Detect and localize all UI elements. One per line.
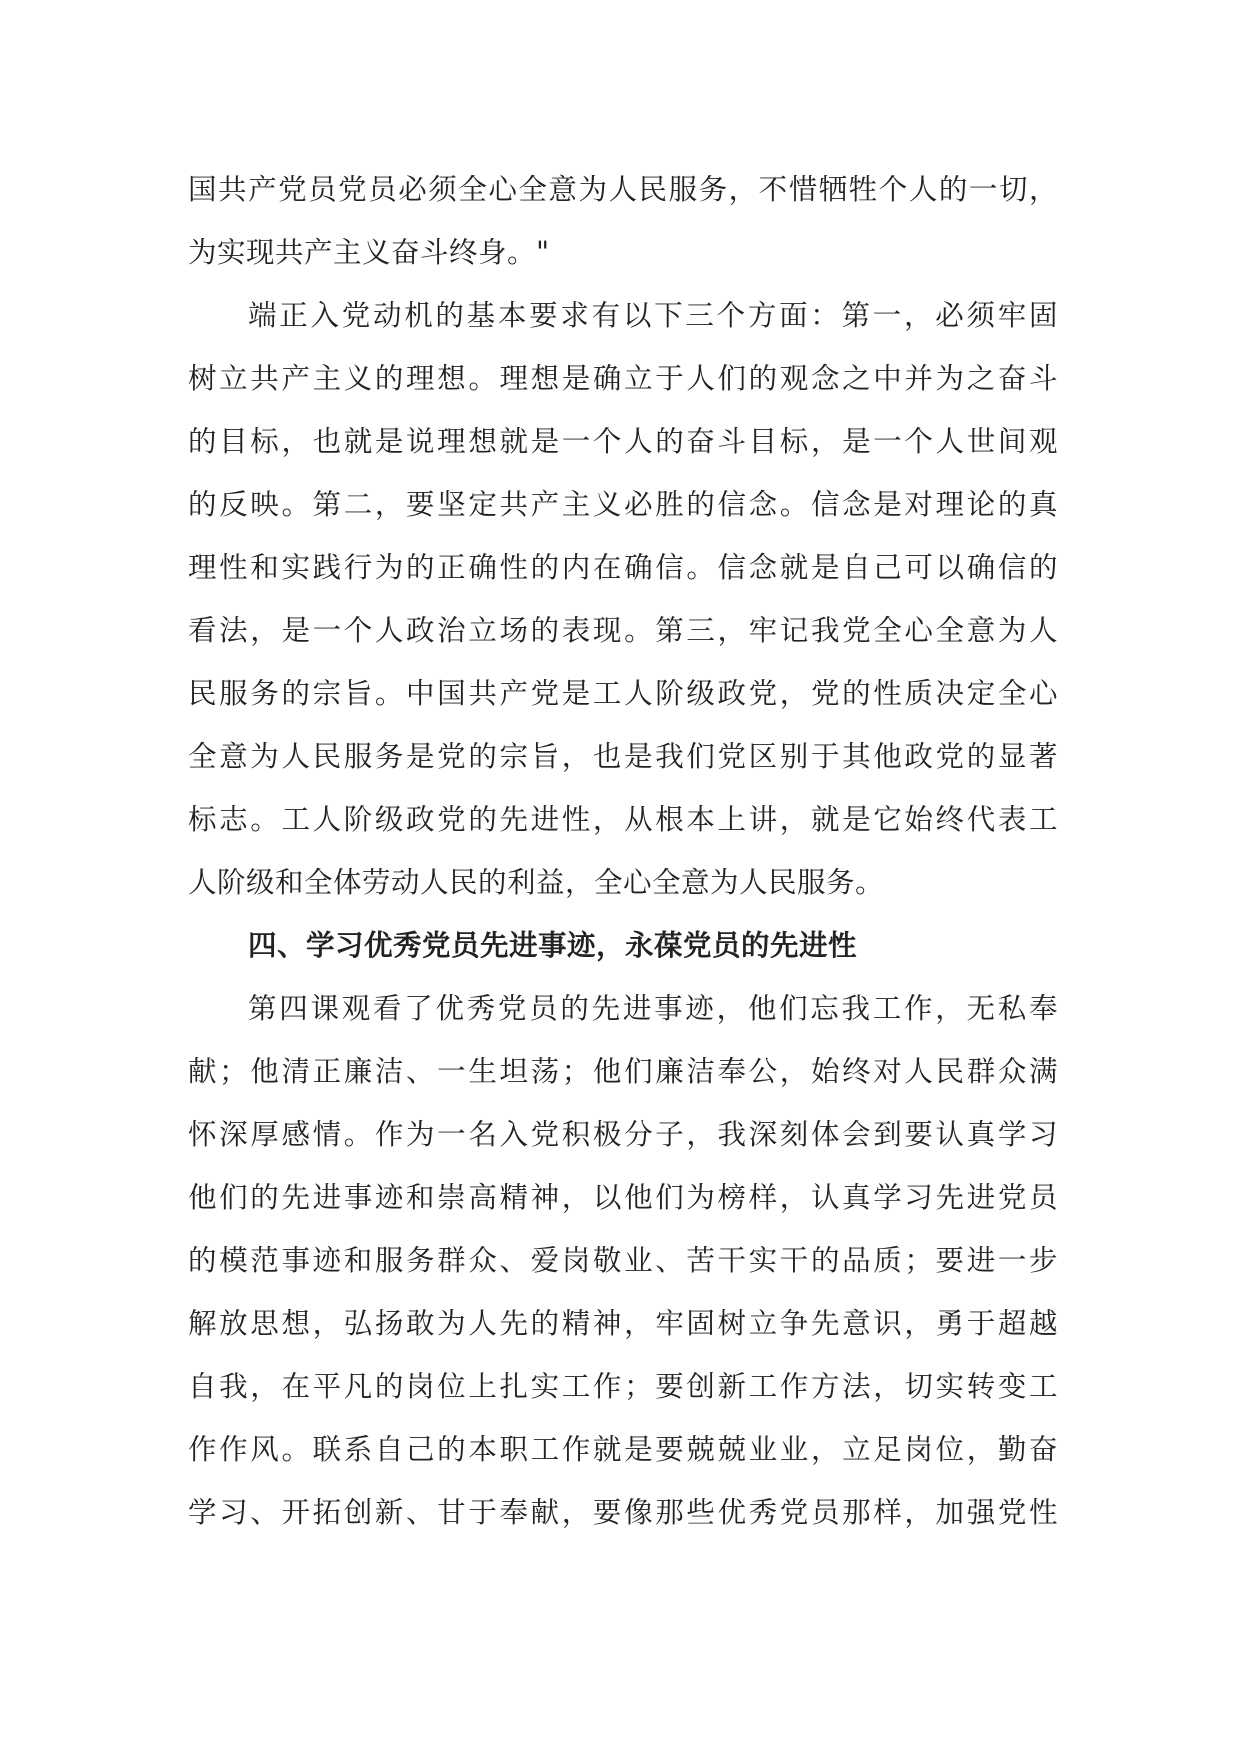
text-line: 自我，在平凡的岗位上扎实工作；要创新工作方法，切实转变工 xyxy=(188,1370,1058,1403)
document-body xyxy=(188,158,1058,1544)
text-line: 标志。工人阶级政党的先进性，从根本上讲，就是它始终代表工 xyxy=(188,803,1058,836)
paragraph-start-line: 端正入党动机的基本要求有以下三个方面：第一，必须牢固 xyxy=(248,299,1058,332)
text-line: 的模范事迹和服务群众、爱岗敬业、苦干实干的品质；要进一步 xyxy=(188,1244,1058,1277)
text-line: 民服务的宗旨。中国共产党是工人阶级政党，党的性质决定全心 xyxy=(188,677,1058,710)
text-line: 学习、开拓创新、甘于奉献，要像那些优秀党员那样，加强党性 xyxy=(188,1496,1058,1529)
text-line: 的反映。第二，要坚定共产主义必胜的信念。信念是对理论的真 xyxy=(188,488,1058,521)
text-line: 的目标，也就是说理想就是一个人的奋斗目标，是一个人世间观 xyxy=(188,425,1058,458)
text-line: 看法，是一个人政治立场的表现。第三，牢记我党全心全意为人 xyxy=(188,614,1058,647)
text-line: 解放思想，弘扬敢为人先的精神，牢固树立争先意识，勇于超越 xyxy=(188,1307,1058,1340)
text-line: 全意为人民服务是党的宗旨，也是我们党区别于其他政党的显著 xyxy=(188,740,1058,773)
text-line: 怀深厚感情。作为一名入党积极分子，我深刻体会到要认真学习 xyxy=(188,1118,1058,1151)
text-line: 国共产党员党员必须全心全意为人民服务，不惜牺牲个人的一切， xyxy=(188,173,1058,206)
text-line: 献；他清正廉洁、一生坦荡；他们廉洁奉公，始终对人民群众满 xyxy=(188,1055,1058,1088)
text-line: 人阶级和全体劳动人民的利益，全心全意为人民服务。 xyxy=(188,866,885,899)
text-line: 为实现共产主义奋斗终身。" xyxy=(188,236,550,269)
paragraph-start-line: 第四课观看了优秀党员的先进事迹，他们忘我工作，无私奉 xyxy=(248,992,1058,1025)
text-line: 理性和实践行为的正确性的内在确信。信念就是自己可以确信的 xyxy=(188,551,1058,584)
section-heading: 四、学习优秀党员先进事迹，永葆党员的先进性 xyxy=(248,929,858,962)
text-line: 作作风。联系自己的本职工作就是要兢兢业业，立足岗位，勤奋 xyxy=(188,1433,1058,1466)
text-line: 树立共产主义的理想。理想是确立于人们的观念之中并为之奋斗 xyxy=(188,362,1058,395)
text-line: 他们的先进事迹和崇高精神，以他们为榜样，认真学习先进党员 xyxy=(188,1181,1058,1214)
